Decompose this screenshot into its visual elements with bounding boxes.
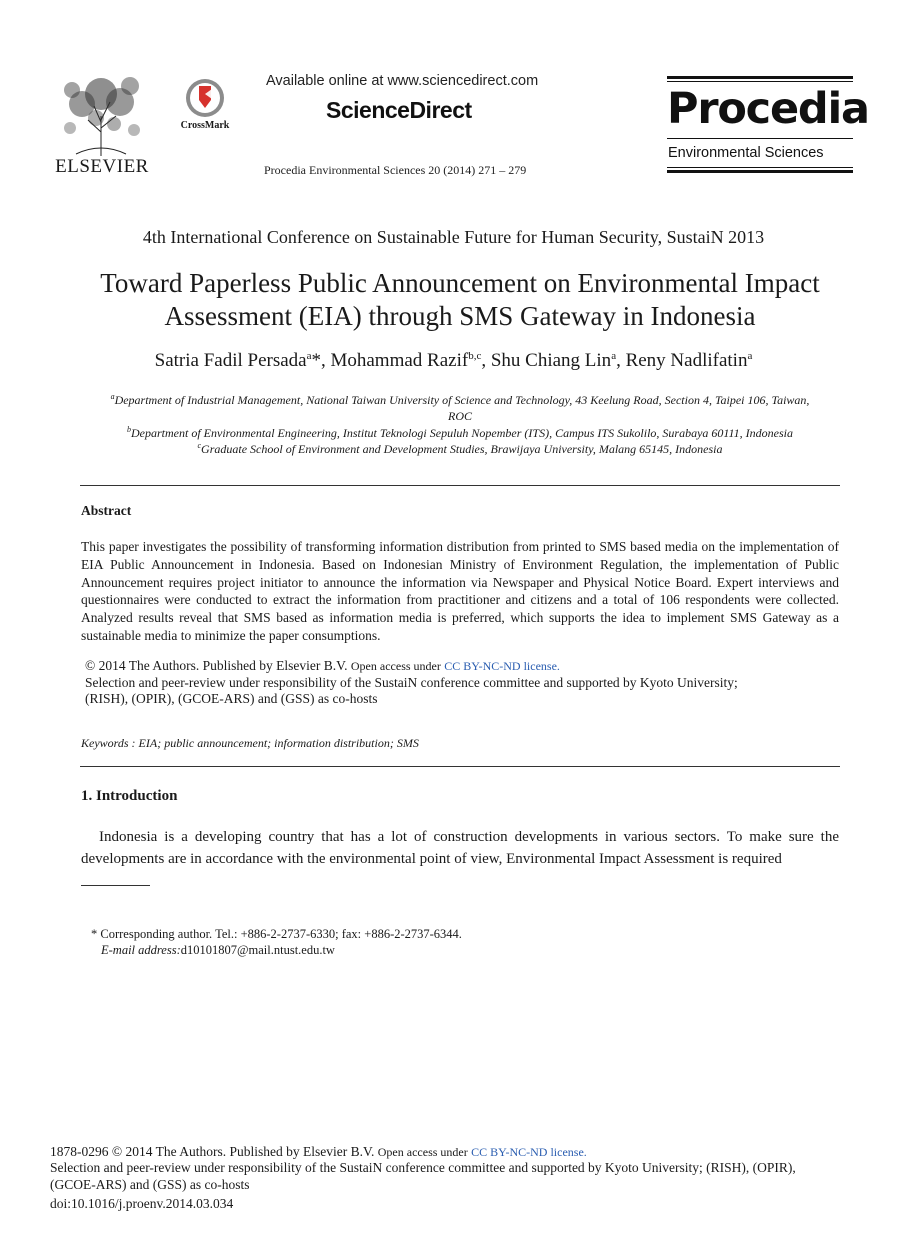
affiliation-text: ROC: [448, 409, 472, 423]
affiliation-a: [80, 389, 840, 424]
corresponding-author-note: * Corresponding author. Tel.: +886-2-2737-6330; fax: +886-2-2737-6344.: [91, 927, 462, 941]
copyright-text: © 2014 The Authors. Published by Elsevier B.V.: [85, 658, 348, 673]
procedia-mid-rule: [667, 138, 853, 139]
footer-peer-review-2: (GCOE-ARS) and (GSS) as co-hosts: [50, 1177, 250, 1192]
journal-reference: Procedia Environmental Sciences 20 (2014) 271 – 279: [264, 163, 527, 177]
peer-review-line-2: (RISH), (OPIR), (GCOE-ARS) and (GSS) as co-hosts: [85, 691, 378, 706]
license-link[interactable]: CC BY-NC-ND license.: [444, 659, 560, 673]
crossmark-icon: [172, 78, 238, 120]
email-address[interactable]: d10101807@mail.ntust.edu.tw: [180, 943, 335, 957]
author-affil-sup: a: [306, 350, 312, 362]
author-name: Shu Chiang Lin: [490, 350, 612, 371]
footer-doi[interactable]: doi:10.1016/j.proenv.2014.03.034: [50, 1196, 234, 1211]
abstract-top-rule: [80, 485, 840, 486]
affiliation-sup: b: [127, 425, 132, 434]
procedia-subtitle: Environmental Sciences: [668, 145, 824, 161]
author-affil-sup: b,c: [468, 350, 482, 362]
footer-license-link[interactable]: CC BY-NC-ND license.: [471, 1145, 587, 1159]
crossmark-badge[interactable]: [172, 78, 238, 136]
procedia-top-rule: [667, 76, 853, 79]
author-name: Mohammad Razif: [330, 350, 469, 371]
conference-name: 4th International Conference on Sustainable Future for Human Security, SustaiN 2013: [142, 227, 765, 247]
author-name: Reny Nadlifatin: [625, 350, 748, 371]
footer-open-access: Open access under: [377, 1145, 468, 1159]
paper-title: [60, 267, 860, 333]
author-separator: ,: [616, 350, 626, 371]
peer-review-line-1: Selection and peer-review under responsibility of the SustaiN conference committee and supported by Kyoto University;: [85, 675, 738, 690]
elsevier-wordmark: ELSEVIER: [55, 156, 149, 177]
procedia-logo: [667, 76, 869, 176]
affiliation-text: Graduate School of Environment and Development Studies, Brawijaya University, Malang 65145, Indonesia: [201, 442, 723, 456]
available-online-text: Available online at www.sciencedirect.com: [266, 73, 539, 89]
footer-issn-text: 1878-0296 © 2014 The Authors. Published by Elsevier B.V.: [50, 1144, 375, 1159]
title-line-1: Toward Paperless Public Announcement on Environmental Impact: [100, 268, 820, 298]
elsevier-logo: [52, 72, 152, 180]
affiliation-text: Department of Environmental Engineering, Institut Teknologi Sepuluh Nopember (ITS), Campus ITS Sukolilo, Surabaya 60111, Indonesia: [131, 426, 793, 440]
elsevier-tree-icon: [56, 72, 146, 156]
affiliation-sup: c: [197, 441, 202, 450]
abstract-body: This paper investigates the possibility of transforming information distribution from printed to SMS based media on the implementation of EIA Public Announcement in Indonesia. Based on Indonesian Ministry of Environment Regulation, the implementation of Public Announcement requires project initiator to announce the information via Newspaper and Physical Notice Board. Expert interviews and questionnaires were conducted to extract the information from practitioner and citizens and a total of 106 respondents were collected. Analyzed results reveal that SMS based as information media is preferred, which supports the idea to implement SMS Gateway as a sustainable media to minimize the paper consumptions.: [81, 539, 839, 643]
author-separator: *,: [311, 350, 331, 371]
section-heading-introduction: 1. Introduction: [81, 788, 178, 804]
author-affil-sup: a: [747, 350, 753, 362]
footer-peer-review-1: Selection and peer-review under responsibility of the SustaiN conference committee and supported by Kyoto University; (RISH), (OPIR),: [50, 1160, 796, 1175]
abstract-heading: Abstract: [81, 503, 132, 518]
procedia-wordmark: Procedia: [667, 84, 869, 134]
author-affil-sup: a: [611, 350, 617, 362]
author-list: [0, 350, 907, 372]
abstract-bottom-rule: [80, 766, 840, 767]
procedia-top-rule-thin: [667, 81, 853, 82]
open-access-text: Open access under: [350, 659, 441, 673]
title-line-2: Assessment (EIA) through SMS Gateway in Indonesia: [164, 301, 756, 331]
keywords: Keywords : EIA; public announcement; information distribution; SMS: [81, 736, 419, 750]
email-note: [101, 943, 335, 958]
author-separator: ,: [481, 350, 491, 371]
affiliation-c: [80, 438, 840, 457]
copyright-line: [85, 658, 560, 674]
introduction-body: Indonesia is a developing country that has a lot of construction developments in various sectors. To make sure the developments are in accordance with the environmental point of view, Environmental Impact Assessment is required: [81, 829, 839, 867]
affiliation-text: Department of Industrial Management, National Taiwan University of Science and Technology, 43 Keelung Road, Section 4, Taipei 106, Taiwan,: [114, 393, 810, 407]
footer-copyright: [50, 1144, 587, 1160]
footnote-rule: [81, 885, 150, 886]
procedia-bottom-rule-thin: [667, 167, 853, 168]
email-label: E-mail address:: [101, 943, 181, 957]
procedia-bottom-rule: [667, 170, 853, 173]
author-name: Satria Fadil Persada: [154, 350, 307, 371]
sciencedirect-logo[interactable]: ScienceDirect: [326, 97, 472, 123]
crossmark-label: CrossMark: [180, 120, 230, 131]
affiliation-sup: a: [110, 392, 115, 401]
